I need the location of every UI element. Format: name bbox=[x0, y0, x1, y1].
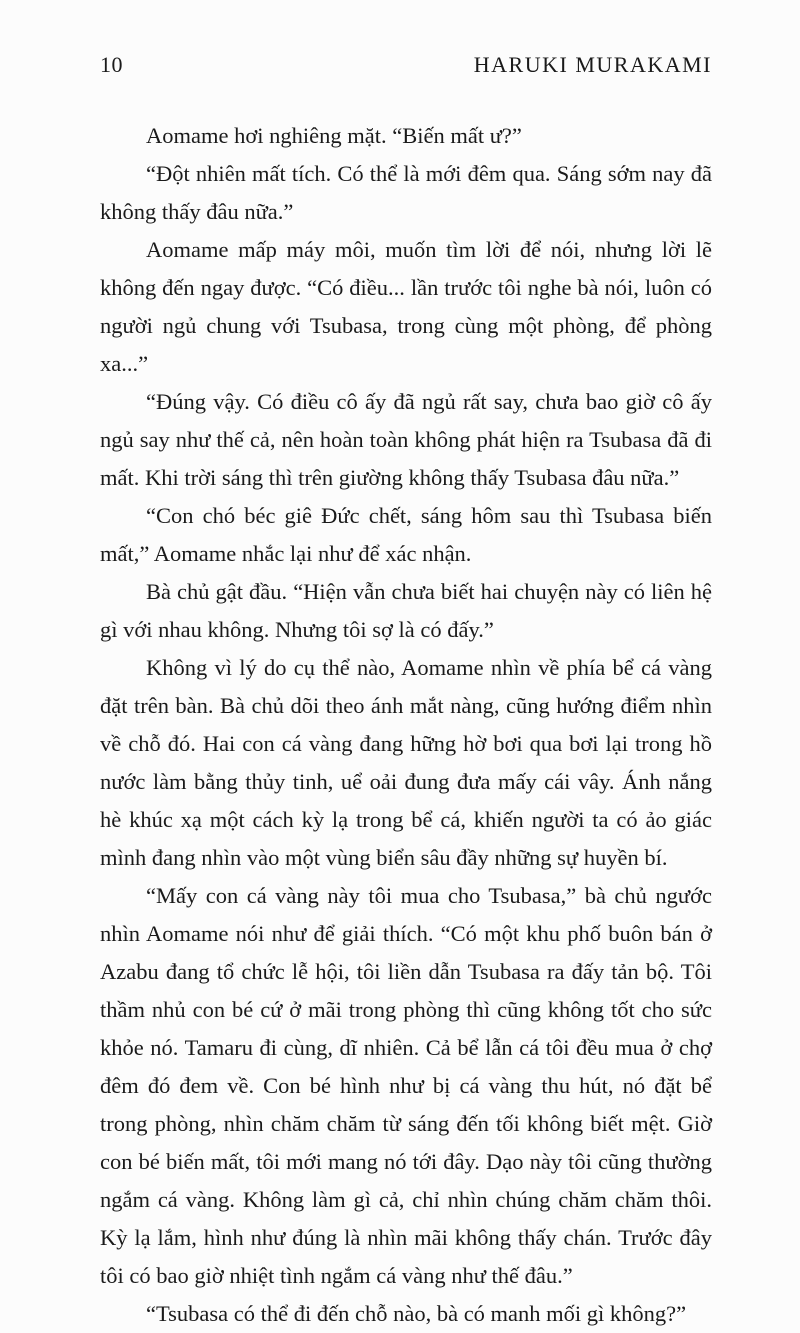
paragraph: Không vì lý do cụ thể nào, Aomame nhìn về phía bể cá vàng đặt trên bàn. Bà chủ dõi theo ánh mắt nàng, cũng hướng điểm nhìn về chỗ đó. Hai con cá vàng đang hững hờ bơi qua bơi lại trong hồ nước làm bằng thủy tinh, uể oải đung đưa mấy cái vây. Ánh nắng hè khúc xạ một cách kỳ lạ trong bể cá, khiến người ta có ảo giác mình đang nhìn vào một vùng biển sâu đầy những sự huyền bí. bbox=[100, 655, 712, 870]
paragraph: “Đột nhiên mất tích. Có thể là mới đêm qua. Sáng sớm nay đã không thấy đâu nữa.” bbox=[100, 161, 712, 224]
paragraph: Aomame hơi nghiêng mặt. “Biến mất ư?” bbox=[146, 123, 522, 148]
body-text bbox=[100, 117, 712, 1333]
paragraph: “Tsubasa có thể đi đến chỗ nào, bà có manh mối gì không?” bbox=[146, 1301, 687, 1326]
page-number: 10 bbox=[100, 52, 123, 77]
paragraph: “Con chó béc giê Đức chết, sáng hôm sau thì Tsubasa biến mất,” Aomame nhắc lại như để xác nhận. bbox=[100, 503, 712, 566]
paragraph: Bà chủ gật đầu. “Hiện vẫn chưa biết hai chuyện này có liên hệ gì với nhau không. Nhưng tôi sợ là có đấy.” bbox=[100, 579, 712, 642]
paragraph: Aomame mấp máy môi, muốn tìm lời để nói, nhưng lời lẽ không đến ngay được. “Có điều... lần trước tôi nghe bà nói, luôn có người ngủ chung với Tsubasa, trong cùng một phòng, để phòng xa...” bbox=[100, 237, 712, 376]
running-title: HARUKI MURAKAMI bbox=[473, 52, 712, 77]
paragraph: “Mấy con cá vàng này tôi mua cho Tsubasa,” bà chủ ngước nhìn Aomame nói như để giải thích. “Có một khu phố buôn bán ở Azabu đang tổ chức lễ hội, tôi liền dẫn Tsubasa ra đấy tản bộ. Tôi thầm nhủ con bé cứ ở mãi trong phòng thì cũng không tốt cho sức khỏe nó. Tamaru đi cùng, dĩ nhiên. Cả bể lẫn cá tôi đều mua ở chợ đêm đó đem về. Con bé hình như bị cá vàng thu hút, nó đặt bể trong phòng, nhìn chăm chăm từ sáng đến tối không biết mệt. Giờ con bé biến mất, tôi mới mang nó tới đây. Dạo này tôi cũng thường ngắm cá vàng. Không làm gì cả, chỉ nhìn chúng chăm chăm thôi. Kỳ lạ lắm, hình như đúng là nhìn mãi không thấy chán. Trước đây tôi có bao giờ nhiệt tình ngắm cá vàng như thế đâu.” bbox=[100, 883, 712, 1288]
page-header bbox=[100, 52, 712, 78]
paragraph: “Đúng vậy. Có điều cô ấy đã ngủ rất say, chưa bao giờ cô ấy ngủ say như thế cả, nên hoàn toàn không phát hiện ra Tsubasa đã đi mất. Khi trời sáng thì trên giường không thấy Tsubasa đâu nữa.” bbox=[100, 389, 712, 490]
